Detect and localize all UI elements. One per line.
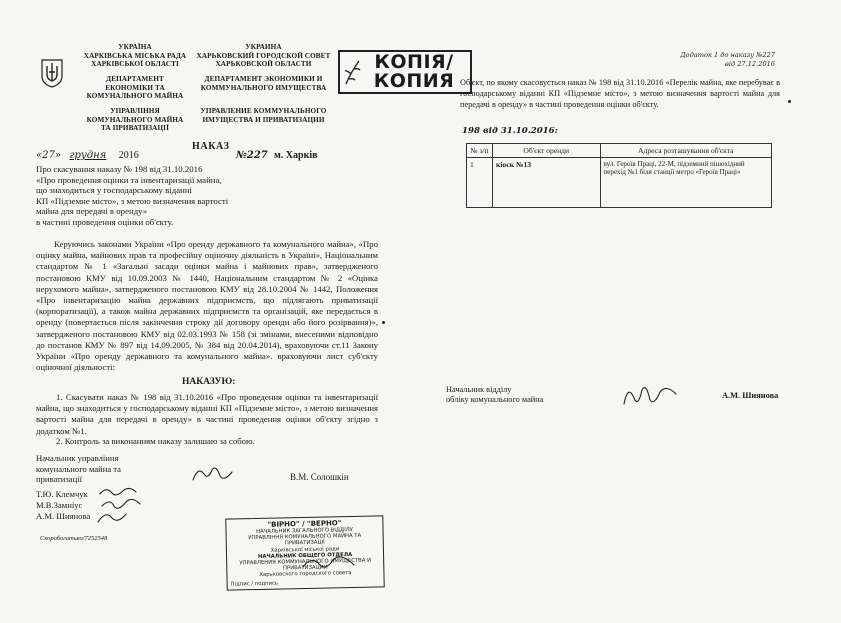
header-line: УПРАВЛЕНИЕ КОММУНАЛЬНОГО [200,107,327,115]
stamp-line-ru: КОПИЯ [373,70,455,92]
stamp-line: НАЧАЛЬНИК ОБЩЕГО ОТДЕЛА [257,551,353,560]
preamble-paragraph: Керуючись законами України «Про оренду державного та комунального майна», «Про оцінку майна, майнових прав та професійну оціночну діяльність в Україні», Національним стандартом № 1 «Загальні засади оцінки майна і майнових прав», затвердженого постановою КМУ від 10.09.2003 № 1440, Національним стандартом № 2 «Оцінка нерухомого майна», затвердженого постановою КМУ від 28.10.2004 № 1442, Положення «Про інвентаризацію майна державних підприємств, що підлягають приватизації (корпоратизації), а також майна державних підприємств та організацій, яке передається в оренду (повертається після закінчення строку дії договору оренди або його розірвання)», затвердженого постановою КМУ від 02.03.1993 № 158 (зі змінами, внесеними відповідно до постанов КМУ № 897 від 14.09.2005, № 384 від 20.04.2014), враховуючи ст.11 Закону України «Про оренду державного та комунального майна». враховуючи лист суб'єкту оціночної діяльності: [36,239,378,373]
order-date-line [36,150,336,161]
header-line: УПРАВЛІННЯ [110,107,160,115]
subject-line: майна для передачі в оренду» [36,206,148,217]
position-line: Начальник управління [36,453,119,463]
appendix-ref-line: Додаток 1 до наказу №227 [680,51,775,59]
table-cell: вул. Героїв Праці, 22-М, підземний пішохідний перехід №1 біля станції метро «Героїв Праці» [600,158,771,208]
header-line: ХАРЬКОВСКИЙ ГОРОДСКОЙ СОВЕТ [196,51,331,60]
header-line: ДЕПАРТАМЕНТ ЭКОНОМИКИ И [204,75,323,83]
appendix-table-wrap [466,143,772,208]
position-line: обліку комунального майна [446,395,544,405]
header-line: ХАРЬКОВСКОЙ ОБЛАСТИ [215,60,312,69]
header-right-mgmt [196,107,331,124]
appendix-signature [620,380,680,410]
copy-stamp [338,50,472,94]
head-signature [190,462,236,486]
date-month: грудня [69,150,107,161]
appendix-table [466,143,772,208]
appendix-reference [655,51,775,69]
header-line: ЕКОНОМІКИ ТА [105,83,165,92]
header-line: УКРАЇНА [118,43,152,51]
appendix-intro: Об'єкт, по якому скасовується наказ № 198 від 31.10.2016 «Перелік майна, яке перебуває в господарському віданні КП «Підземне місто», з метою визначення вартості майна для передачі в оренду» в частині проведення оцінки об'єкту. [460,78,780,109]
subject-line: КП «Підземне місто», з метою визначення вартості [36,195,229,206]
stamp-line: Харківської міської ради [270,545,340,554]
header-line: КОМУНАЛЬНОГО МАЙНА [86,115,184,124]
order-subject [36,164,266,228]
subject-line: що знаходиться у господарському віданні [36,185,192,196]
header-line: ИМУЩЕСТВА И ПРИВАТИЗАЦИИ [202,115,325,124]
position-line: комунального майна та [36,463,121,474]
subject-line: Про скасування наказу № 198 від 31.10.2016 [36,164,203,174]
margin-mark [788,100,791,103]
order-city: м. Харків [274,150,318,161]
stamp-sign-label: Підпис / подпись [230,580,279,588]
header-line: КОМУНАЛЬНОГО МАЙНА [86,92,184,101]
appendix-head-name: А.М. Шиянова [722,391,779,400]
table-header-cell: Адреса розташування об'єкта [600,144,771,158]
header-right-ru [196,43,331,69]
approval-line: М.В.Замніус [36,500,83,510]
header-left-ua [70,43,200,69]
table-header-row [467,144,772,158]
appendix-head-position [446,385,616,406]
stamp-line-ua: КОПІЯ/ [374,51,454,73]
approval-line: Т.Ю. Клемчук [36,489,88,499]
header-line: ТА ПРИВАТИЗАЦІЇ [101,124,169,133]
signatory-name: В.М. Солошкін [290,472,349,482]
header-left-dept [70,75,200,101]
stamp-title: "ВІРНО" / "ВЕРНО" [267,519,342,529]
subject-line: «Про проведення оцінки та інвентаризації майна, [36,174,222,185]
position-line: приватизації [36,474,82,485]
table-cell: кіоск №13 [492,158,600,208]
header-left-mgmt [70,107,200,133]
order-title: НАКАЗ [192,141,230,152]
stamp-line: Харьковского городского совета [259,570,352,579]
header-line: ХАРКІВСЬКА МІСЬКА РАДА [83,51,187,60]
position-line: Начальник відділу [446,385,512,394]
print-reference: Скоробогатько/7252548 [40,535,108,542]
stamp-line: УПРАВЛІННЯ КОМУНАЛЬНОГО МАЙНА ТА ПРИВАТИЗАЦІЇ [248,533,362,547]
margin-mark [382,321,385,324]
order-number: №227 [236,150,268,161]
stamp-line: НАЧАЛЬНИК ЗАГАЛЬНОГО ВІДДІЛУ [256,526,354,536]
branch-icon [343,58,363,90]
approval-signatures [96,484,148,530]
header-line: ХАРКІВСЬКОЇ ОБЛАСТІ [91,60,179,69]
header-line: ДЕПАРТАМЕНТ [106,75,164,83]
order-item-1: 1. Скасувати наказ № 198 від 31.10.2016 «Про проведення оцінки та інвентаризації майна, що знаходиться у господарському віданні КП «Підземне місто», з метою визначення вартості майна для передачі в оренду» в частині проведення оцінки об'єкту згідно з додатком №1. [36,392,378,436]
table-header-cell: Об'єкт оренди [492,144,600,158]
date-day: «27» [36,150,61,161]
appendix-caption: 198 від 31.10.2016: [462,126,558,136]
table-header-cell: № з/п [467,144,493,158]
order-item-2: 2. Контроль за виконанням наказу залишаю за собою. [56,436,255,446]
signatory-position [36,453,176,485]
table-row [467,158,772,208]
order-word: НАКАЗУЮ: [182,377,236,387]
appendix-ref-line: від 27.12.2016 [725,60,775,68]
table-cell: 1 [467,158,493,208]
header-line: УКРАИНА [245,43,282,51]
approval-line: А.М. Шиянова [36,511,91,521]
subject-line: в частині проведення оцінки об'єкту. [36,216,174,227]
header-right-dept [196,75,331,92]
header-line: КОММУНАЛЬНОГО ИМУЩЕСТВА [200,83,327,92]
stamp-line: УПРАВЛЕНИЯ КОММУНАЛЬНОГО ИМУЩЕСТВА И ПРИВАТИЗАЦИИ [239,557,372,572]
coat-of-arms-icon [40,58,64,88]
date-year: 2016 [118,150,139,161]
stamp-signature [300,553,358,573]
